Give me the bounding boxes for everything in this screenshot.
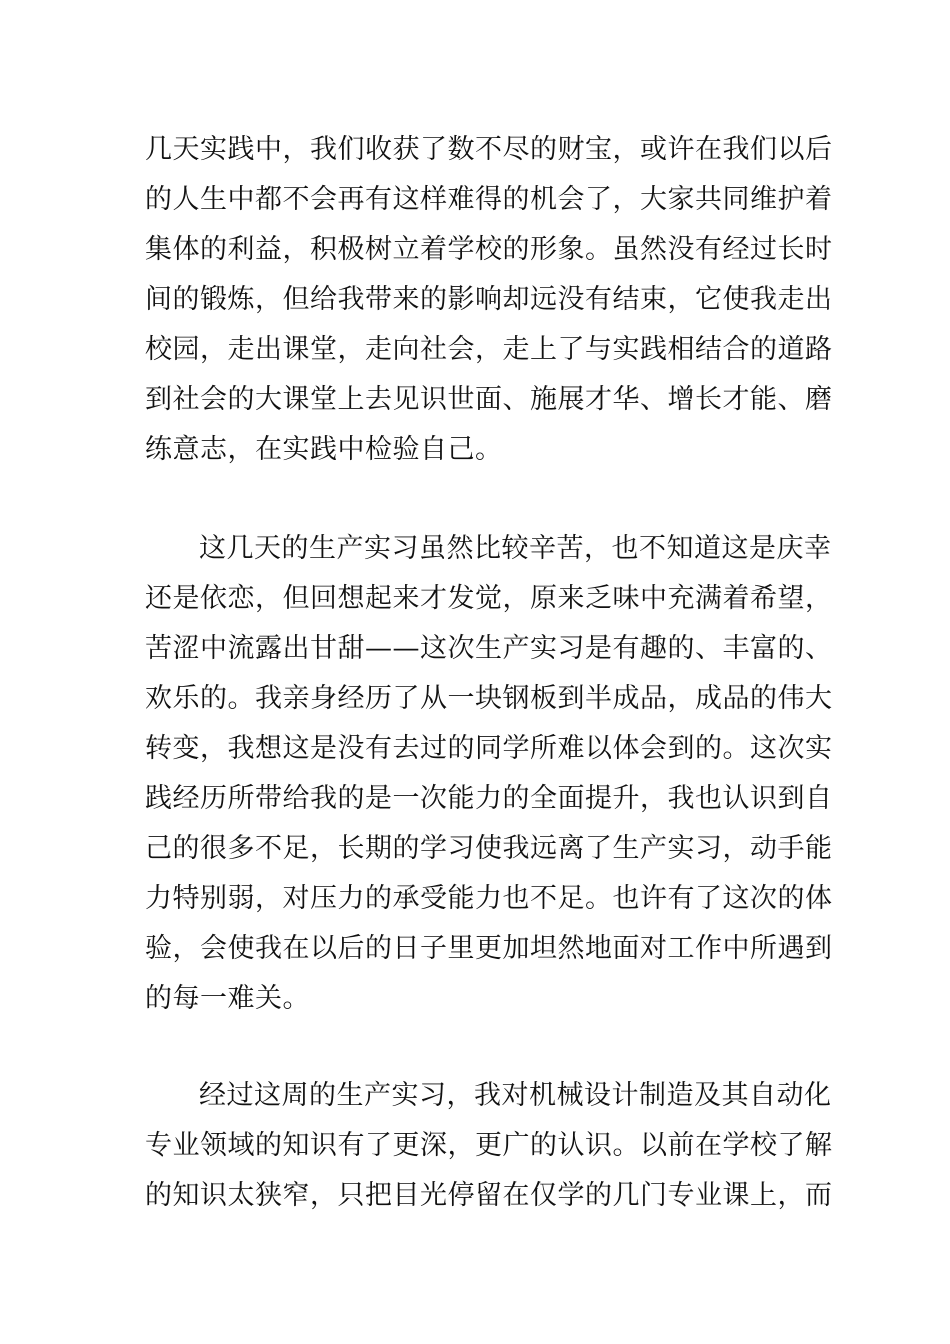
text-line: 这几天的生产实习虽然比较辛苦，也不知道这是庆幸 <box>199 533 832 564</box>
text-line: 己的很多不足，长期的学习使我远离了生产实习，动手能 <box>145 833 833 864</box>
text-line: 间的锻炼，但给我带来的影响却远没有结束，它使我走出 <box>145 284 833 315</box>
text-line: 经过这周的生产实习，我对机械设计制造及其自动化 <box>199 1080 832 1111</box>
text-line: 还是依恋，但回想起来才发觉，原来乏味中充满着希望， <box>145 583 833 614</box>
text-line: 的知识太狭窄，只把目光停留在仅学的几门专业课上，而 <box>145 1180 833 1211</box>
text-line: 练意志，在实践中检验自己。 <box>145 434 503 465</box>
text-line: 几天实践中，我们收获了数不尽的财宝，或许在我们以后 <box>145 134 833 165</box>
text-line: 苦涩中流露出甘甜——这次生产实习是有趣的、丰富的、 <box>145 633 833 664</box>
text-line: 的人生中都不会再有这样难得的机会了，大家共同维护着 <box>145 184 833 215</box>
text-line: 践经历所带给我的是一次能力的全面提升，我也认识到自 <box>145 783 833 814</box>
text-line: 验，会使我在以后的日子里更加坦然地面对工作中所遇到 <box>145 933 833 964</box>
text-line: 专业领域的知识有了更深，更广的认识。以前在学校了解 <box>145 1130 833 1161</box>
text-line: 校园，走出课堂，走向社会，走上了与实践相结合的道路 <box>145 334 833 365</box>
text-line: 力特别弱，对压力的承受能力也不足。也许有了这次的体 <box>145 883 833 914</box>
text-line: 欢乐的。我亲身经历了从一块钢板到半成品，成品的伟大 <box>145 683 833 714</box>
text-line: 转变，我想这是没有去过的同学所难以体会到的。这次实 <box>145 733 833 764</box>
text-line: 到社会的大课堂上去见识世面、施展才华、增长才能、磨 <box>145 384 833 415</box>
text-line: 的每一难关。 <box>145 983 310 1014</box>
text-line: 集体的利益，积极树立着学校的形象。虽然没有经过长时 <box>145 234 833 265</box>
